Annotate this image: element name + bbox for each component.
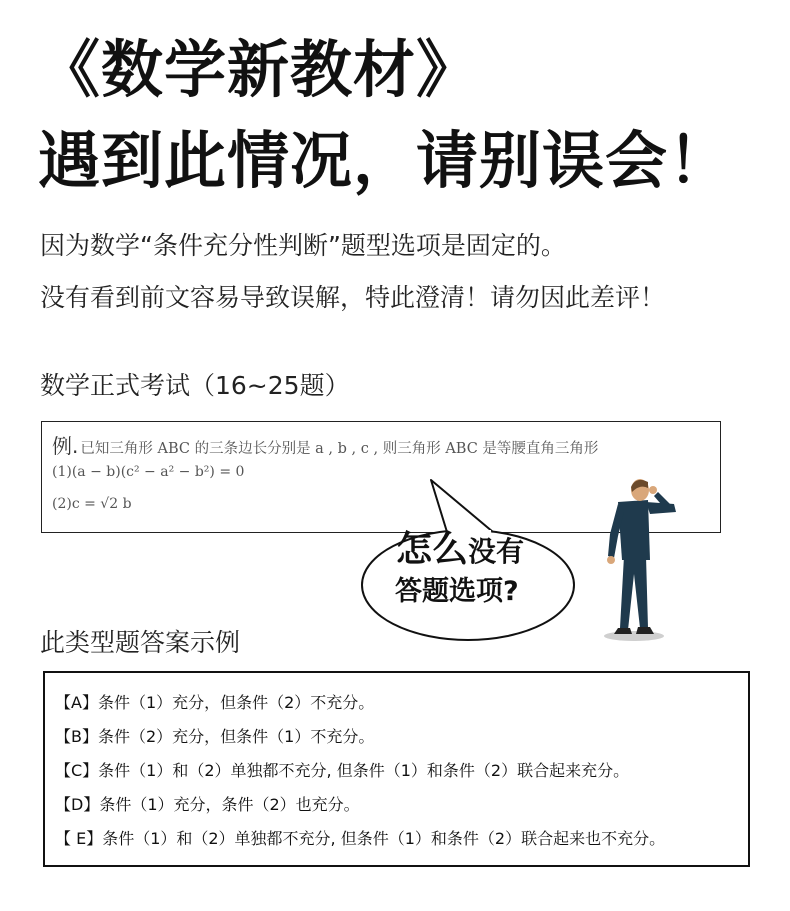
answer-option-a: 【A】条件（1）充分，但条件（2）不充分。: [55, 693, 375, 712]
bubble-text-line1: [396, 530, 524, 572]
answer-option-b: 【B】条件（2）充分，但条件（1）不充分。: [55, 727, 375, 746]
example-question: [52, 430, 598, 459]
answer-section-heading: 此类型题答案示例: [40, 628, 241, 657]
example-condition-1: (1)(a − b)(c² − a² − b²) = 0: [52, 464, 245, 480]
answer-options-box: [43, 671, 750, 867]
answer-option-c: 【C】条件（1）和（2）单独都不充分, 但条件（1）和条件（2）联合起来充分。: [55, 761, 630, 780]
intro-line2: 没有看到前文容易导致误解，特此澄清！请勿因此差评！: [40, 283, 666, 312]
intro-line1: 因为数学“条件充分性判断”题型选项是固定的。: [40, 231, 566, 260]
answer-option-d: 【D】条件（1）充分，条件（2）也充分。: [55, 795, 360, 814]
bubble-text-big: 怎么: [396, 529, 469, 570]
example-lead: 例.: [52, 434, 79, 458]
bubble-text-line2: 答题选项?: [395, 576, 519, 607]
page-title-line2: 遇到此情况，请别误会！: [38, 124, 732, 197]
exam-section-heading: 数学正式考试（16~25题）: [40, 371, 350, 400]
answer-option-e: 【 E】条件（1）和（2）单独都不充分, 但条件（1）和条件（2）联合起来也不充分。: [55, 829, 666, 848]
example-condition-2: (2)c = √2 b: [52, 496, 132, 512]
confused-man-illustration: [596, 478, 686, 648]
page-title-line1: 《数学新教材》: [38, 33, 480, 106]
example-question-text: 已知三角形 ABC 的三条边长分别是 a , b , c , 则三角形 ABC 是等腰直角三角形: [80, 441, 599, 457]
bubble-text-small: 没有: [468, 535, 525, 568]
